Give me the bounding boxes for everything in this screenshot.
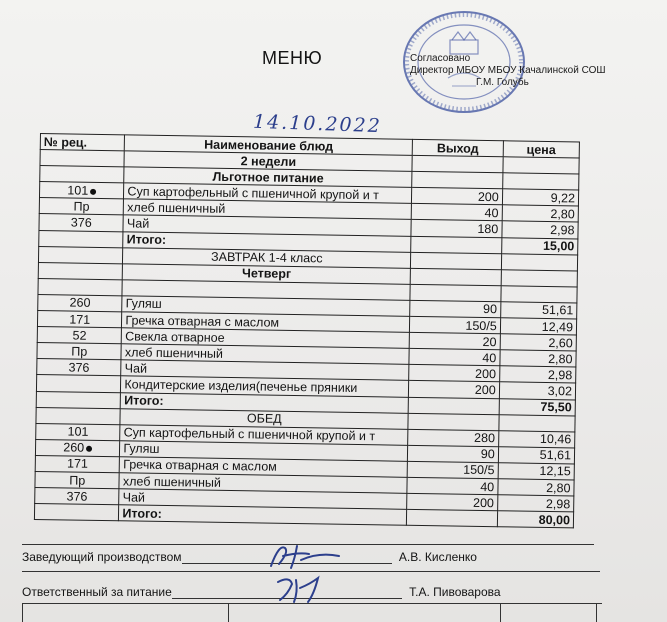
section-title: Льготное питание (124, 167, 412, 188)
recipe-code: 260 (35, 439, 120, 456)
dish-output: 40 (407, 477, 498, 495)
dish-name: Свекла отварное (122, 328, 410, 349)
approval-line: Директор МБОУ МБОУ Качалинской СОШ (410, 65, 606, 76)
recipe-code (36, 375, 121, 392)
dish-price: 51,61 (500, 302, 577, 319)
recipe-code: 52 (37, 327, 122, 344)
divider (596, 603, 597, 622)
page-title: МЕНЮ (262, 48, 323, 68)
section-title: ЗАВТРАК 1-4 класс (123, 247, 411, 268)
dish-price: 51,61 (498, 447, 575, 464)
dish-name: Суп картофельный с пшеничной крупой и т (120, 424, 408, 445)
dish-name: Гуляш (120, 441, 408, 462)
approval-line: Г.М. Голубь (476, 77, 529, 88)
recipe-code: 171 (37, 311, 122, 328)
day-label: Четверг (123, 264, 411, 285)
dish-name: хлеб пшеничный (124, 199, 412, 220)
divider (22, 603, 602, 604)
recipe-code: Пр (39, 198, 124, 215)
recipe-code: Пр (37, 343, 122, 360)
production-label: Заведующий производством (22, 550, 182, 564)
dish-output: 200 (407, 493, 498, 511)
dish-price: 2,80 (500, 350, 577, 367)
recipe-code: 260 (38, 294, 123, 311)
dish-name: Чай (121, 360, 409, 381)
dish-price: 10,46 (498, 430, 575, 447)
dish-output: 90 (410, 300, 501, 318)
dish-price: 2,80 (498, 479, 575, 496)
dish-price: 2,60 (500, 334, 577, 351)
dish-output: 20 (409, 332, 500, 350)
dish-price: 3,02 (499, 382, 576, 399)
dish-name: хлеб пшеничный (119, 473, 407, 494)
dish-output: 150/5 (410, 316, 501, 334)
total-value: 80,00 (497, 511, 574, 528)
dish-price: 2,80 (502, 205, 579, 222)
nutrition-name: Т.А. Пивоварова (409, 585, 501, 599)
dish-price: 2,98 (497, 495, 574, 512)
total-label: Итого: (121, 392, 409, 413)
nutrition-label: Ответственный за питание (22, 585, 172, 599)
divider (228, 603, 229, 622)
handwritten-date: 14.10.2022 (252, 110, 383, 138)
menu-table (34, 133, 580, 529)
dish-name: Чай (123, 215, 411, 236)
dish-output: 180 (411, 220, 502, 238)
column-header-code: № рец. (40, 134, 125, 151)
column-header-output: Выход (412, 139, 503, 157)
dish-price: 2,98 (502, 221, 579, 238)
dish-output: 40 (411, 204, 502, 222)
recipe-code: Пр (35, 471, 120, 488)
dish-name: Чай (119, 489, 407, 510)
divider (500, 603, 501, 622)
recipe-code: 376 (37, 359, 122, 376)
handwritten-signature (265, 538, 345, 572)
dish-name: Гречка отварная с маслом (120, 457, 408, 478)
dish-name: Гуляш (122, 296, 410, 317)
dish-name: Гречка отварная с маслом (122, 312, 410, 333)
approval-line: Согласовано (410, 53, 471, 64)
total-value: 75,50 (499, 398, 576, 415)
total-label: Итого: (119, 505, 407, 526)
column-header-name: Наименование блюд (125, 135, 413, 156)
dish-name: хлеб пшеничный (121, 344, 409, 365)
handwritten-signature (270, 572, 330, 606)
divider (22, 603, 23, 622)
recipe-code: 376 (35, 488, 120, 505)
recipe-code: 376 (39, 214, 124, 231)
recipe-code: 101 (36, 423, 121, 440)
dish-name: Кондитерские изделия(печенье пряники (121, 376, 409, 397)
dish-price: 12,49 (500, 318, 577, 335)
total-value: 15,00 (501, 237, 578, 254)
dish-output: 200 (412, 188, 503, 206)
approval-block (410, 53, 606, 89)
recipe-code: 171 (35, 455, 120, 472)
nutrition-signature-line (22, 585, 501, 599)
dish-output: 280 (408, 429, 499, 447)
recipe-code: 101 (39, 182, 124, 199)
column-header-price: цена (503, 141, 580, 158)
dish-price: 12,15 (498, 463, 575, 480)
section-title: ОБЕД (120, 408, 408, 429)
dish-price: 2,98 (499, 366, 576, 383)
dish-price: 9,22 (502, 189, 579, 206)
dish-output: 150/5 (407, 461, 498, 479)
dish-name: Суп картофельный с пшеничной крупой и т (124, 183, 412, 204)
dish-output: 40 (409, 349, 500, 367)
dish-output: 90 (408, 445, 499, 463)
total-label: Итого: (123, 231, 411, 252)
week-label: 2 недели (124, 151, 412, 172)
production-signature-line (22, 550, 477, 564)
dish-output: 200 (409, 381, 500, 399)
production-name: А.В. Кисленко (398, 550, 477, 564)
dish-output: 200 (409, 365, 500, 383)
